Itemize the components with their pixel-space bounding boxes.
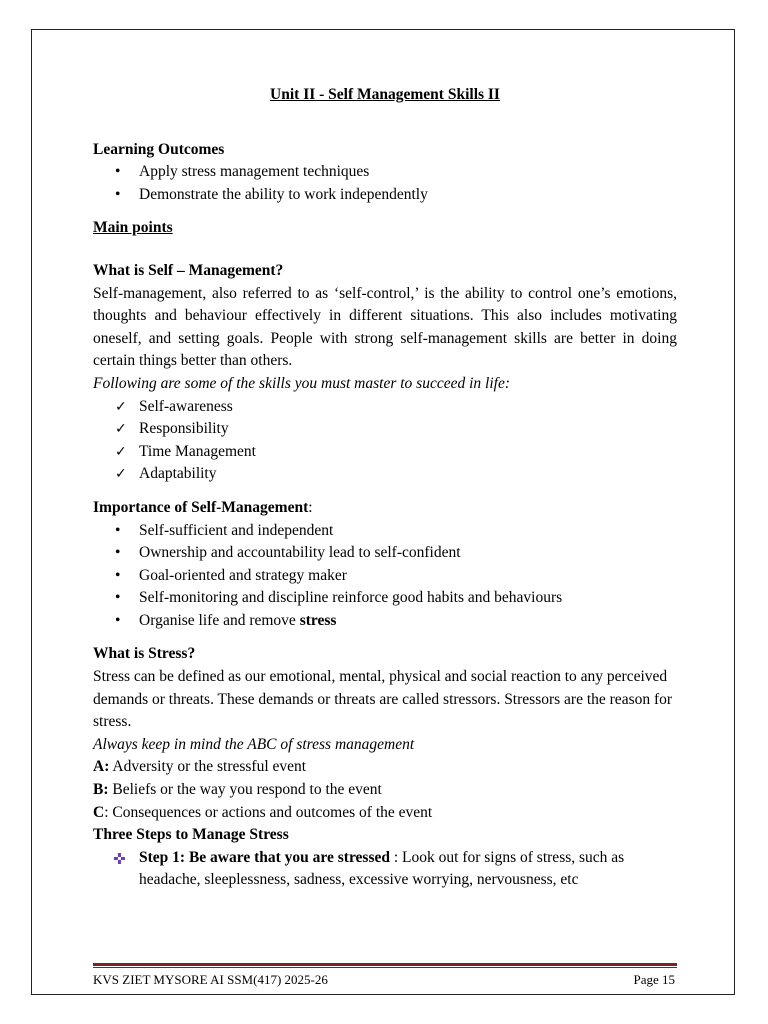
list-item: [93, 610, 677, 633]
abc-letter: B:: [93, 781, 109, 799]
list-item-bold: stress: [299, 611, 337, 629]
importance-colon: :: [308, 498, 313, 516]
importance-heading: [93, 497, 677, 520]
list-item: • Goal-oriented and strategy maker: [93, 565, 677, 588]
page-content: [93, 84, 677, 892]
page-number: Page 15: [633, 972, 675, 987]
importance-list: [93, 520, 677, 633]
three-steps-heading: Three Steps to Manage Stress: [93, 826, 289, 844]
abc-line-b: [93, 779, 677, 802]
step-title: Step 1: Be aware that you are stressed: [139, 848, 390, 866]
abc-text: Beliefs or the way you respond to the event: [108, 781, 382, 799]
footer-rule-thick: [93, 963, 677, 966]
list-item: • Apply stress management techniques: [93, 161, 677, 184]
main-points-heading: Main points: [93, 219, 173, 237]
list-item-text: Organise life and remove: [139, 611, 300, 629]
importance-heading-text: Importance of Self-Management: [93, 498, 309, 516]
skills-intro: Following are some of the skills you must master to succeed in life:: [93, 374, 511, 392]
list-item: • Ownership and accountability lead to self-confident: [93, 542, 677, 565]
learning-outcomes-heading: Learning Outcomes: [93, 140, 225, 158]
learning-outcomes-list: [93, 161, 677, 206]
step-text: : Look out for signs of stress, such as headache, sleeplessness, sadness, excessive worrying, nervousness, etc: [139, 848, 625, 889]
abc-line-a: [93, 756, 677, 779]
list-item: ✓ Adaptability: [93, 463, 677, 486]
list-item: ✓ Time Management: [93, 441, 677, 464]
stress-heading: What is Stress?: [93, 645, 196, 663]
self-management-heading: What is Self – Management?: [93, 261, 284, 279]
footer-left: KVS ZIET MYSORE AI SSM(417) 2025-26: [93, 972, 328, 987]
abc-letter: A:: [93, 758, 110, 776]
list-item: ✓ Responsibility: [93, 418, 677, 441]
list-item: • Self-monitoring and discipline reinforce good habits and behaviours: [93, 587, 677, 610]
list-item: [93, 847, 677, 892]
abc-text: Adversity or the stressful event: [109, 758, 307, 776]
stress-paragraph: Stress can be defined as our emotional, mental, physical and social reaction to any perceived demands or threats. These demands or threats are called stressors. Stressors are the reason for stress.: [93, 668, 673, 731]
list-item: • Self-sufficient and independent: [93, 520, 677, 543]
skills-list: [93, 396, 677, 486]
abc-line-c: [93, 802, 677, 825]
footer-rule-thin: [93, 967, 677, 968]
steps-list: [93, 847, 677, 892]
self-management-paragraph: Self-management, also referred to as ‘self-control,’ is the ability to control one’s emotions, thoughts and behaviour effectively in different situations. This also includes motivating oneself, and setting goals. People with strong self-management skills are better in doing certain things better than others.: [93, 284, 677, 370]
list-item: ✓ Self-awareness: [93, 396, 677, 419]
abc-letter: C: [93, 803, 105, 821]
abc-text: : Consequences or actions and outcomes of the event: [104, 803, 433, 821]
list-item: • Demonstrate the ability to work independently: [93, 184, 677, 207]
abc-intro: Always keep in mind the ABC of stress management: [93, 735, 415, 753]
page-title: Unit II - Self Management Skills II: [270, 86, 500, 103]
